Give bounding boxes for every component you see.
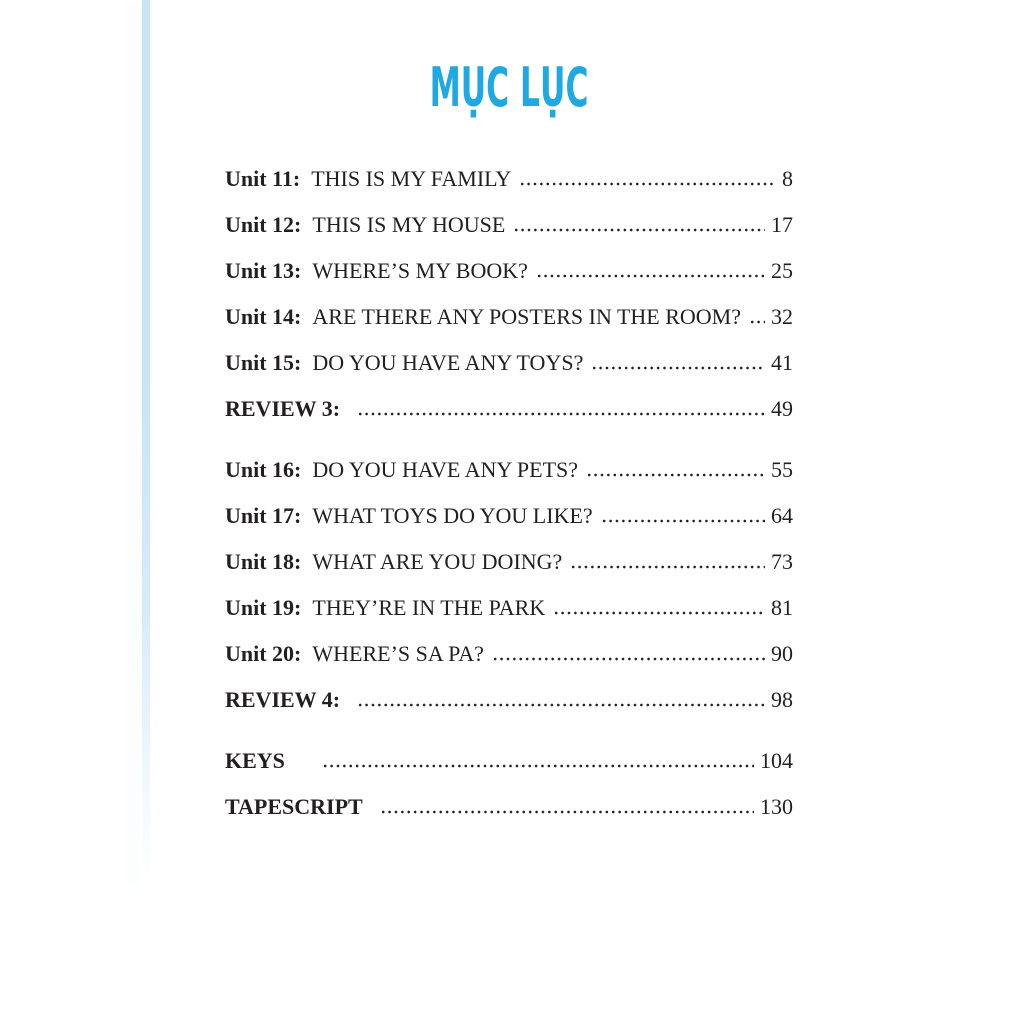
toc-entry-page-number: 49 — [771, 395, 793, 421]
dot-leader — [601, 518, 765, 523]
dot-leader — [357, 702, 765, 707]
toc-entry-label: Unit 19: — [225, 594, 302, 620]
toc-entry — [225, 294, 793, 340]
toc-entry-label: Unit 13: — [225, 257, 302, 283]
toc-entry — [225, 386, 793, 432]
dot-leader — [322, 763, 754, 768]
toc-entry-label: Unit 18: — [225, 548, 302, 574]
dot-leader — [380, 809, 754, 814]
toc-entry-label: Unit 12: — [225, 211, 302, 237]
dot-leader — [357, 411, 765, 416]
toc-entry-label: Unit 15: — [225, 349, 302, 375]
toc-entry-page-number: 17 — [771, 211, 793, 237]
toc-entry — [225, 784, 793, 830]
dot-leader — [591, 365, 765, 370]
toc-entry-label: Unit 17: — [225, 502, 302, 528]
dot-leader — [519, 181, 776, 186]
toc-entry-label: Unit 11: — [225, 165, 301, 191]
toc-entry-label: Unit 16: — [225, 456, 302, 482]
toc-entry-title: THIS IS MY FAMILY — [311, 165, 512, 191]
toc-entry-title: ARE THERE ANY POSTERS IN THE ROOM? — [312, 303, 742, 329]
dot-leader — [570, 564, 765, 569]
toc-entry — [225, 631, 793, 677]
table-of-contents — [225, 156, 793, 830]
page-title: MỤC LỤC — [429, 56, 589, 119]
toc-entry-label: KEYS — [225, 747, 285, 773]
left-margin-strip — [142, 0, 150, 890]
toc-entry-title: DO YOU HAVE ANY PETS? — [312, 456, 579, 482]
toc-entry — [225, 202, 793, 248]
toc-entry-page-number: 104 — [760, 747, 793, 773]
toc-entry-title: DO YOU HAVE ANY TOYS? — [312, 349, 584, 375]
dot-leader — [553, 610, 765, 615]
dot-leader — [586, 472, 765, 477]
toc-entry — [225, 539, 793, 585]
toc-entry-page-number: 81 — [771, 594, 793, 620]
toc-entry-title: WHAT TOYS DO YOU LIKE? — [312, 502, 593, 528]
dot-leader — [513, 227, 765, 232]
toc-entry — [225, 585, 793, 631]
toc-entry-label: Unit 20: — [225, 640, 302, 666]
toc-entry-title: WHERE’S SA PA? — [312, 640, 484, 666]
toc-entry — [225, 447, 793, 493]
toc-entry-page-number: 41 — [771, 349, 793, 375]
toc-entry-label: REVIEW 4: — [225, 686, 341, 712]
toc-entry-page-number: 8 — [782, 165, 793, 191]
dot-leader — [536, 273, 765, 278]
toc-entry-label: TAPESCRIPT — [225, 793, 363, 819]
toc-entry — [225, 677, 793, 723]
toc-entry-page-number: 25 — [771, 257, 793, 283]
toc-entry-title: WHAT ARE YOU DOING? — [312, 548, 563, 574]
toc-entry-page-number: 90 — [771, 640, 793, 666]
toc-entry-page-number: 73 — [771, 548, 793, 574]
page-content — [225, 0, 793, 830]
toc-entry-page-number: 55 — [771, 456, 793, 482]
toc-entry-title: THEY’RE IN THE PARK — [312, 594, 546, 620]
toc-entry-title: WHERE’S MY BOOK? — [312, 257, 528, 283]
toc-entry — [225, 493, 793, 539]
dot-leader — [749, 319, 765, 324]
toc-entry-label: Unit 14: — [225, 303, 302, 329]
toc-entry-page-number: 32 — [771, 303, 793, 329]
toc-entry-page-number: 130 — [760, 793, 793, 819]
dot-leader — [492, 656, 765, 661]
toc-entry-label: REVIEW 3: — [225, 395, 341, 421]
toc-entry-page-number: 98 — [771, 686, 793, 712]
toc-entry — [225, 248, 793, 294]
toc-entry-page-number: 64 — [771, 502, 793, 528]
toc-entry-title: THIS IS MY HOUSE — [312, 211, 506, 237]
toc-entry — [225, 340, 793, 386]
toc-entry — [225, 738, 793, 784]
toc-entry — [225, 156, 793, 202]
